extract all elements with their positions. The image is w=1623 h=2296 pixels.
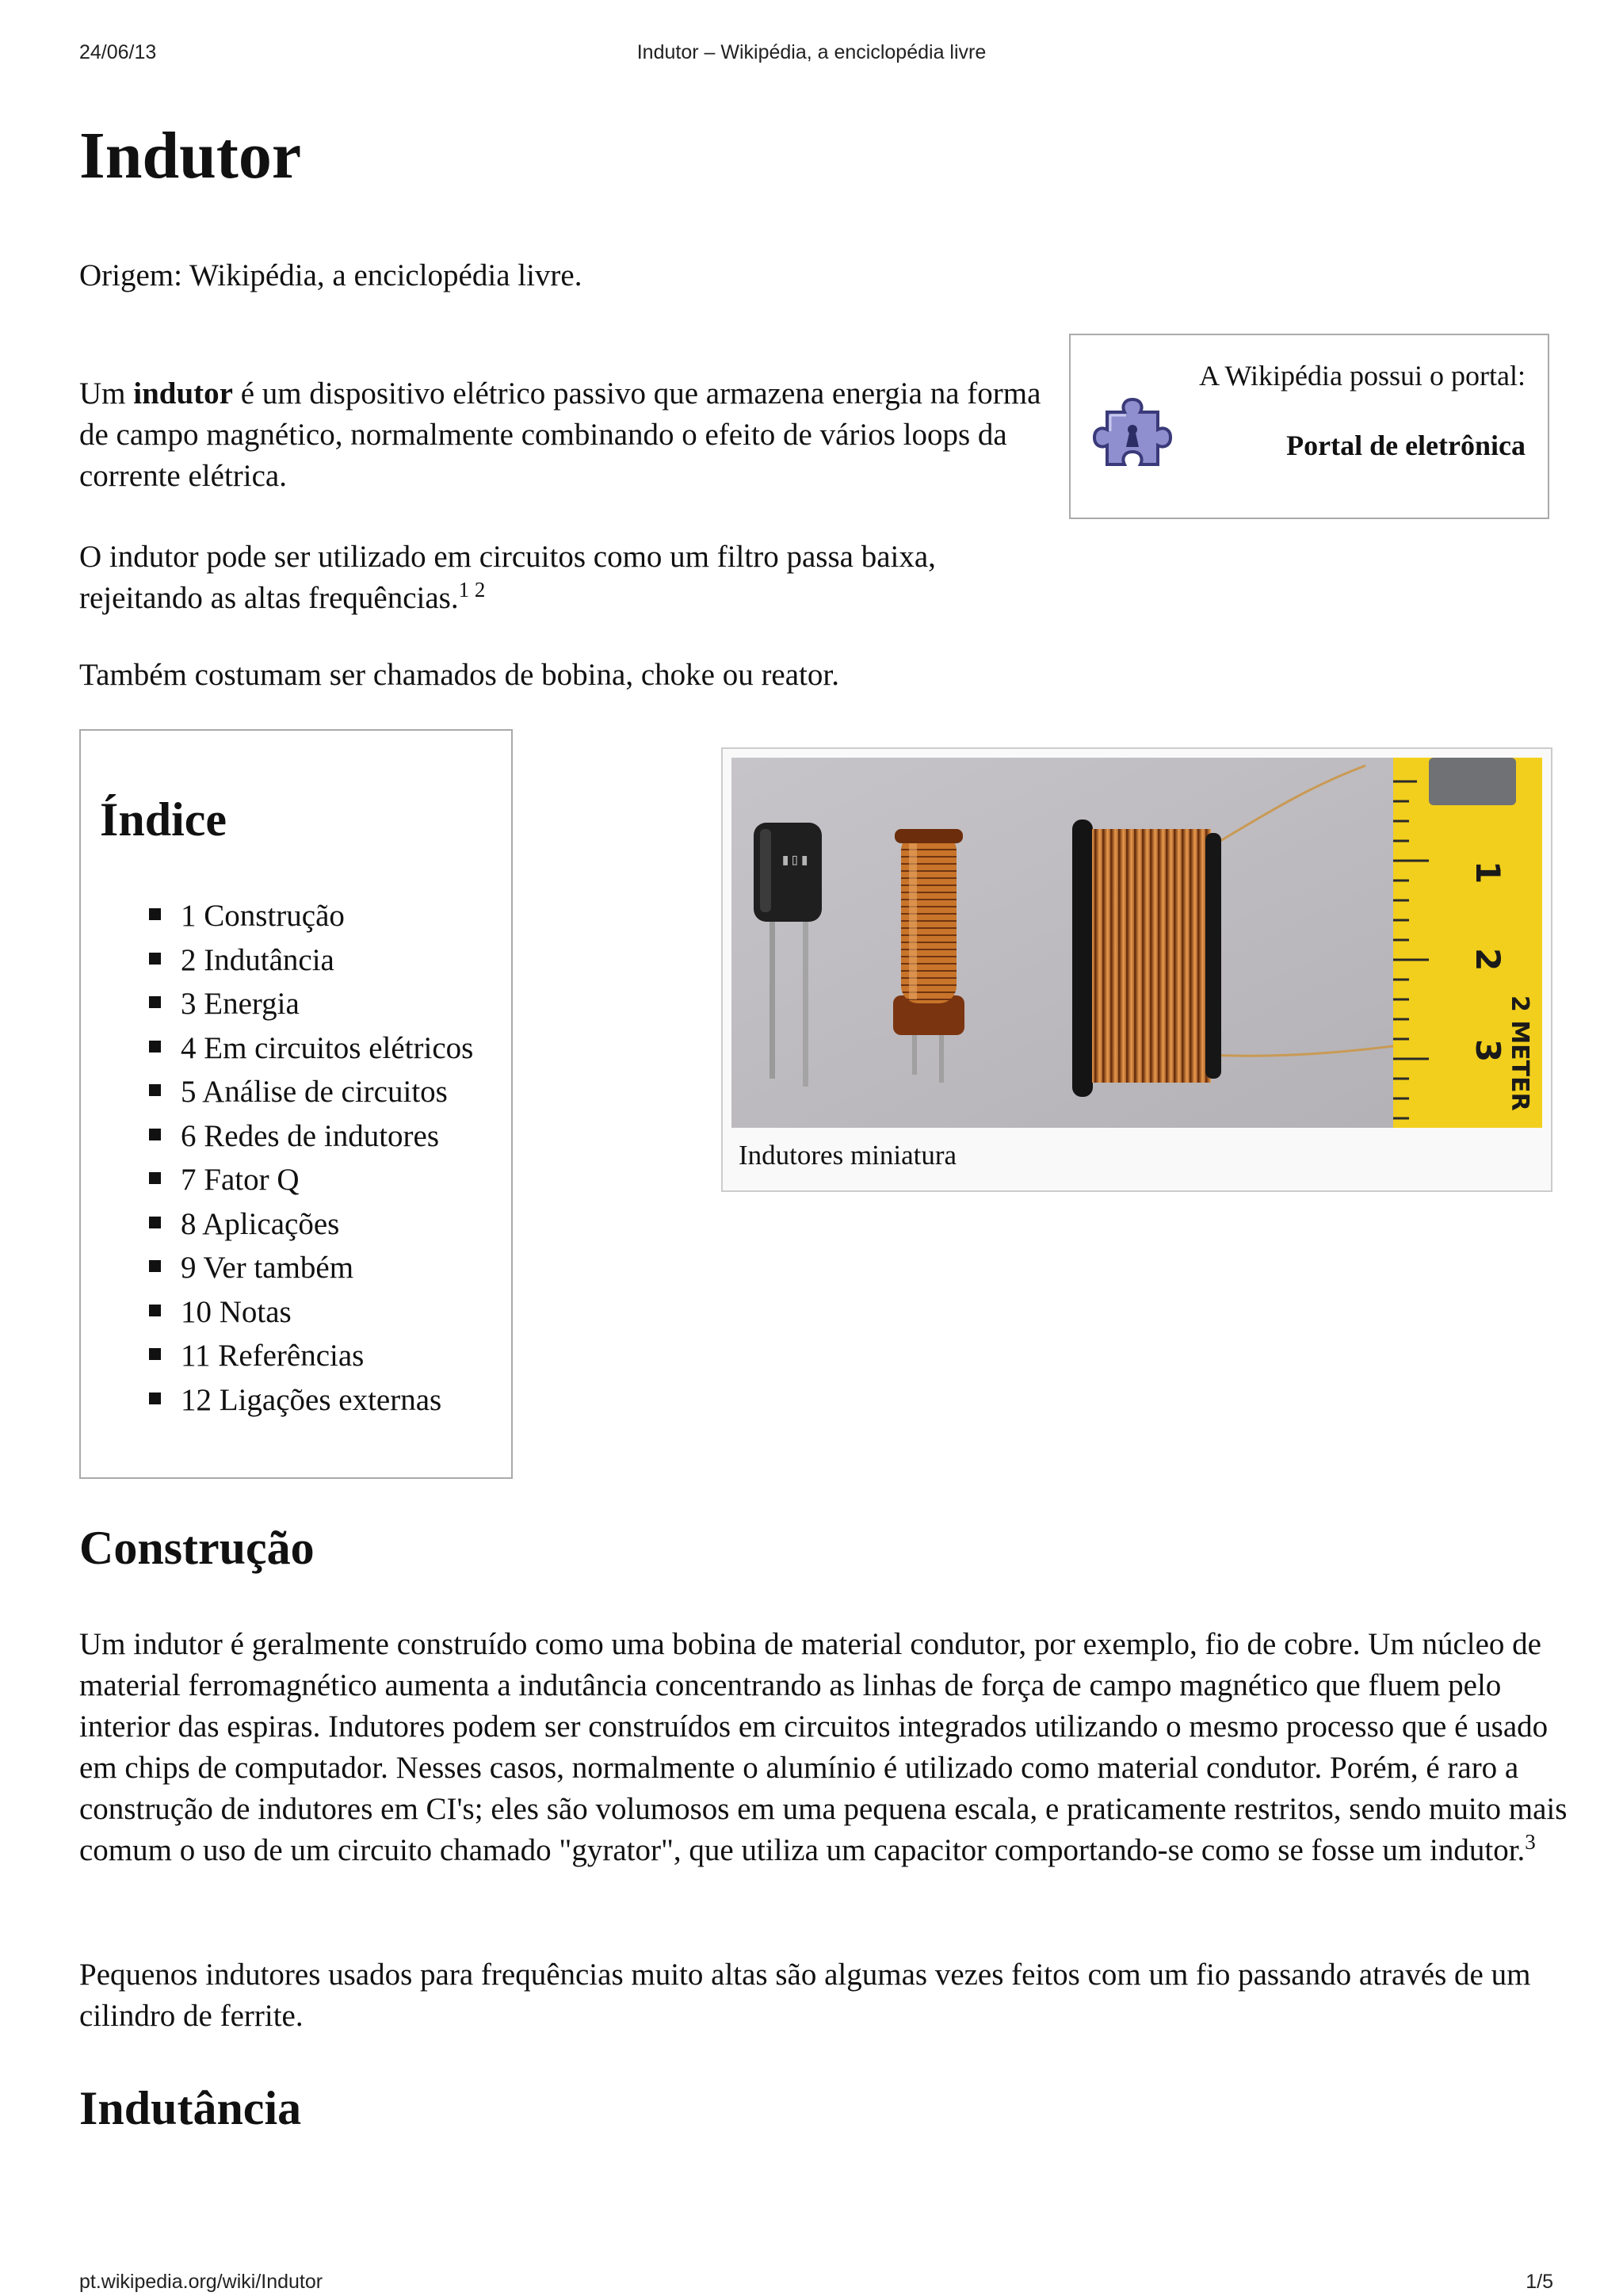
- intro-p2-refs[interactable]: 1 2: [458, 578, 486, 602]
- table-of-contents: [79, 729, 513, 1479]
- puzzle-piece-icon[interactable]: [1090, 395, 1175, 474]
- section-heading-construcao: Construção: [79, 1522, 315, 1574]
- ruler: [1393, 758, 1542, 1128]
- toc-title: Índice: [100, 793, 227, 846]
- dark-inductor-marking: ▮▯▮: [781, 850, 810, 869]
- inductors-photo[interactable]: [731, 758, 1542, 1128]
- toc-item-label: 7 Fator Q: [181, 1163, 300, 1197]
- toc-item-label: 3 Energia: [181, 987, 300, 1021]
- toc-item-ver-tambem[interactable]: [149, 1246, 473, 1290]
- intro-paragraph-1: [79, 373, 1054, 497]
- intro-p2-text: O indutor pode ser utilizado em circuitos como um filtro passa baixa, rejeitando as altas frequências.: [79, 540, 936, 615]
- figure-thumbnail: [721, 747, 1552, 1192]
- toc-item-fator-q[interactable]: [149, 1158, 473, 1202]
- toc-item-circuitos-eletricos[interactable]: [149, 1026, 473, 1071]
- bullet-icon: [149, 1305, 161, 1316]
- print-page-number: 1/5: [1526, 2271, 1553, 2293]
- bullet-icon: [149, 1217, 161, 1228]
- toc-item-construcao[interactable]: [149, 894, 473, 938]
- construcao-paragraph-1: [79, 1624, 1569, 1871]
- bullet-icon: [149, 1260, 161, 1272]
- article-origin: Origem: Wikipédia, a enciclopédia livre.: [79, 258, 582, 292]
- bullet-icon: [149, 953, 161, 965]
- bullet-icon: [149, 1172, 161, 1184]
- intro-p1-before: Um: [79, 376, 134, 411]
- toc-item-label: 5 Análise de circuitos: [181, 1075, 448, 1109]
- bullet-icon: [149, 1348, 161, 1360]
- toc-item-label: 12 Ligações externas: [181, 1382, 442, 1417]
- portal-box: [1069, 334, 1549, 519]
- bullet-icon: [149, 1041, 161, 1052]
- print-date: 24/06/13: [79, 41, 157, 63]
- print-url: pt.wikipedia.org/wiki/Indutor: [79, 2271, 323, 2293]
- toc-item-energia[interactable]: [149, 982, 473, 1026]
- ruler-label-3: 3: [1468, 1039, 1507, 1063]
- bullet-icon: [149, 908, 161, 920]
- toc-item-label: 2 Indutância: [181, 942, 334, 977]
- toc-item-referencias[interactable]: [149, 1334, 473, 1378]
- intro-p1-term: indutor: [133, 376, 233, 411]
- section-heading-indutancia: Indutância: [79, 2082, 302, 2134]
- construcao-p1-text: Um indutor é geralmente construído como uma bobina de material condutor, por exemplo, fio de cobre. Um núcleo de material ferromagnético aumenta a indutância concentrando as linhas de força de campo magnético que fluem pelo interior das espiras. Indutores podem ser construídos em circuitos integrados utilizando o mesmo processo que é usado em chips de computador. Nesses casos, normalmente o alumínio é utilizado como material condutor. Porém, é raro a construção de indutores em CI's; eles são volumosos em uma pequena escala, e praticamente restritos, sendo muito mais comum o uso de um circuito chamado "gyrator", que utiliza um capacitor comportando-se como se fosse um indutor.: [79, 1627, 1568, 1867]
- intro-paragraph-2: [79, 537, 1054, 619]
- ruler-label-meter: 2 METER: [1506, 995, 1533, 1111]
- ruler-label-2: 2: [1468, 948, 1507, 972]
- toc-item-label: 8 Aplicações: [181, 1206, 340, 1241]
- toc-item-label: 6 Redes de indutores: [181, 1118, 440, 1153]
- construcao-p1-ref[interactable]: 3: [1525, 1830, 1536, 1854]
- intro-p1-after: é um dispositivo elétrico passivo que armazena energia na forma de campo magnético, normalmente combinando o efeito de vários loops da corrente elétrica.: [79, 376, 1041, 493]
- toc-item-ligacoes-externas[interactable]: [149, 1378, 473, 1423]
- toc-item-redes-indutores[interactable]: [149, 1114, 473, 1159]
- bullet-icon: [149, 996, 161, 1008]
- inductors-photo-drawing: [731, 758, 1542, 1128]
- intro-paragraph-3: Também costumam ser chamados de bobina, choke ou reator.: [79, 658, 839, 692]
- toc-item-indutancia[interactable]: [149, 938, 473, 983]
- figure-caption: Indutores miniatura: [739, 1140, 957, 1171]
- toc-item-label: 4 Em circuitos elétricos: [181, 1030, 474, 1065]
- toc-item-label: 1 Construção: [181, 899, 345, 933]
- portal-intro-text: A Wikipédia possui o portal:: [1199, 360, 1526, 392]
- construcao-paragraph-2: Pequenos indutores usados para frequências muito altas são algumas vezes feitos com um fio passando através de um cilindro de ferrite.: [79, 1958, 1531, 2033]
- toc-item-label: 11 Referências: [181, 1339, 365, 1373]
- toc-list: [149, 894, 473, 1422]
- bullet-icon: [149, 1392, 161, 1404]
- toc-item-label: 9 Ver também: [181, 1251, 354, 1285]
- article-title: Indutor: [79, 119, 302, 193]
- toc-item-label: 10 Notas: [181, 1294, 292, 1329]
- portal-link[interactable]: Portal de eletrônica: [1286, 430, 1526, 461]
- toc-item-aplicacoes[interactable]: [149, 1202, 473, 1247]
- bullet-icon: [149, 1084, 161, 1096]
- ruler-label-1: 1: [1468, 861, 1507, 884]
- toc-item-analise-circuitos[interactable]: [149, 1070, 473, 1114]
- toc-item-notas[interactable]: [149, 1290, 473, 1335]
- print-page-title: Indutor – Wikipédia, a enciclopédia livre: [636, 41, 987, 63]
- bullet-icon: [149, 1129, 161, 1140]
